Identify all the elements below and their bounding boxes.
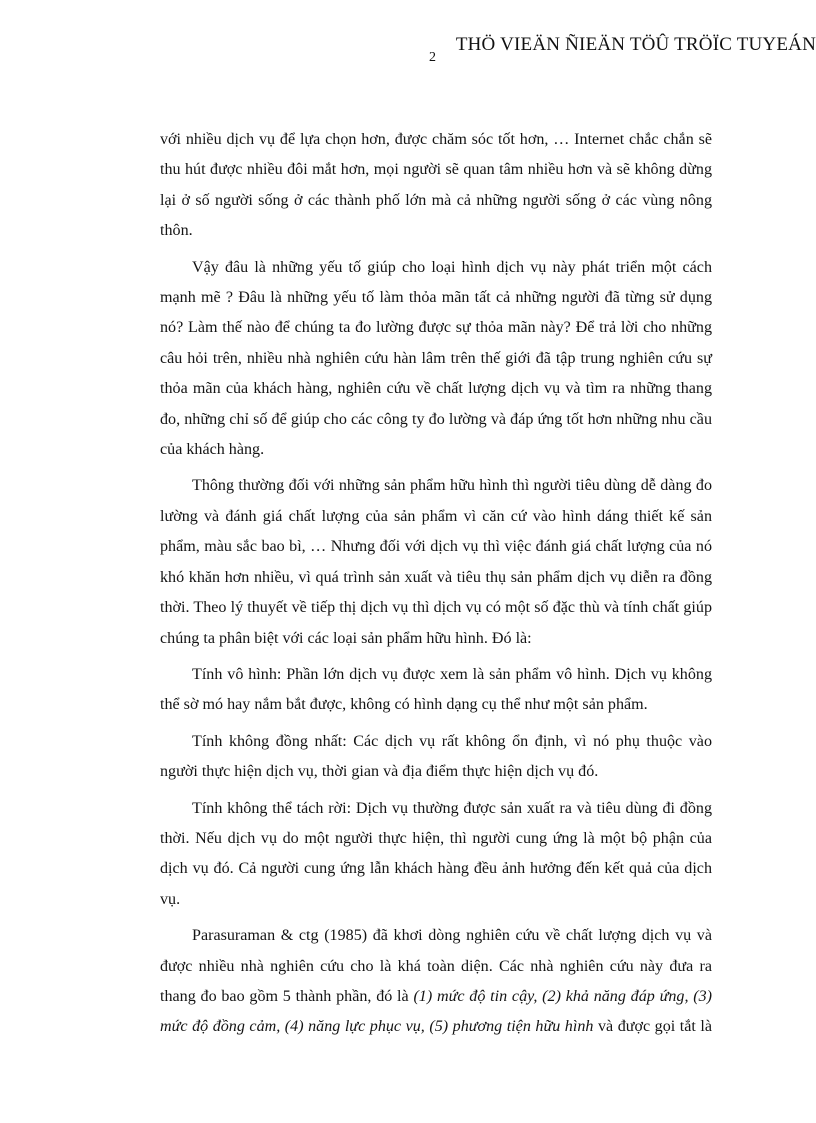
paragraph-inseparability: Tính không thể tách rời: Dịch vụ thường được sản xuất ra và tiêu dùng đi đồng thời. Nếu dịch vụ do một người thực hiện, thì người cung ứng là một bộ phận của dịch vụ đó. Cả người cung ứng lẫn khách hàng đều ảnh hưởng đến kết quả của dịch vụ.	[160, 799, 712, 908]
header-title: THÖ VIEÄN ÑIEÄN TÖÛ TRÖÏC TUYEÁN	[455, 34, 816, 55]
paragraph-parasuraman	[160, 921, 712, 1043]
paragraph-heterogeneity: Tính không đồng nhất: Các dịch vụ rất không ổn định, vì nó phụ thuộc vào người thực hiện dịch vụ, thời gian và địa điểm thực hiện dịch vụ đó.	[160, 732, 712, 781]
document-body	[160, 125, 712, 1049]
parasuraman-lead-text: Parasuraman & ctg (1985) đã khơi dòng nghiên cứu về chất lượng dịch vụ và được nhiều nhà nghiên cứu cho là khá toàn diện. Các nhà nghiên cứu này đưa ra thang đo bao gồm 5 thành phần, đó là	[160, 927, 712, 1005]
paragraph-intangibility: Tính vô hình: Phần lớn dịch vụ được xem là sản phẩm vô hình. Dịch vụ không thể sờ mó hay nắm bắt được, không có hình dạng cụ thể như một sản phẩm.	[160, 665, 712, 714]
paragraph-2: Vậy đâu là những yếu tố giúp cho loại hình dịch vụ này phát triển một cách mạnh mẽ ? Đâu là những yếu tố làm thỏa mãn tất cả những người đã từng sử dụng nó? Làm thế nào để chúng ta đo lường được sự thỏa mãn này? Để trả lời cho những câu hỏi trên, nhiều nhà nghiên cứu hàn lâm trên thế giới đã tập trung nghiên cứu sự thỏa mãn của khách hàng, nghiên cứu về chất lượng dịch vụ và tìm ra những thang đo, những chỉ số để giúp cho các công ty đo lường và đáp ứng tốt hơn những nhu cầu của khách hàng.	[160, 258, 712, 459]
parasuraman-components-italic: (1) mức độ tin cậy, (2) khả năng đáp ứng, (3) mức độ đồng cảm, (4) năng lực phục vụ, (5) phương tiện hữu hình	[160, 987, 712, 1036]
paragraph-1: với nhiều dịch vụ để lựa chọn hơn, được chăm sóc tốt hơn, … Internet chắc chắn sẽ thu hút được nhiều đôi mắt hơn, mọi người sẽ quan tâm nhiều hơn và sẽ không dừng lại ở số người sống ở các thành phố lớn mà cả những người sống ở các vùng nông thôn.	[160, 131, 712, 240]
page-number: 2	[429, 50, 436, 65]
paragraph-3: Thông thường đối với những sản phẩm hữu hình thì người tiêu dùng dễ dàng đo lường và đánh giá chất lượng của sản phẩm vì căn cứ vào hình dáng thiết kế sản phẩm, màu sắc bao bì, … Nhưng đối với dịch vụ thì việc đánh giá chất lượng của nó khó khăn hơn nhiều, vì quá trình sản xuất và tiêu thụ sản phẩm dịch vụ diễn ra đồng thời. Theo lý thuyết về tiếp thị dịch vụ thì dịch vụ có một số đặc thù và tính chất giúp chúng ta phân biệt với các loại sản phẩm hữu hình. Đó là:	[160, 477, 712, 647]
parasuraman-tail-text: và được gọi tắt là	[593, 1018, 713, 1036]
